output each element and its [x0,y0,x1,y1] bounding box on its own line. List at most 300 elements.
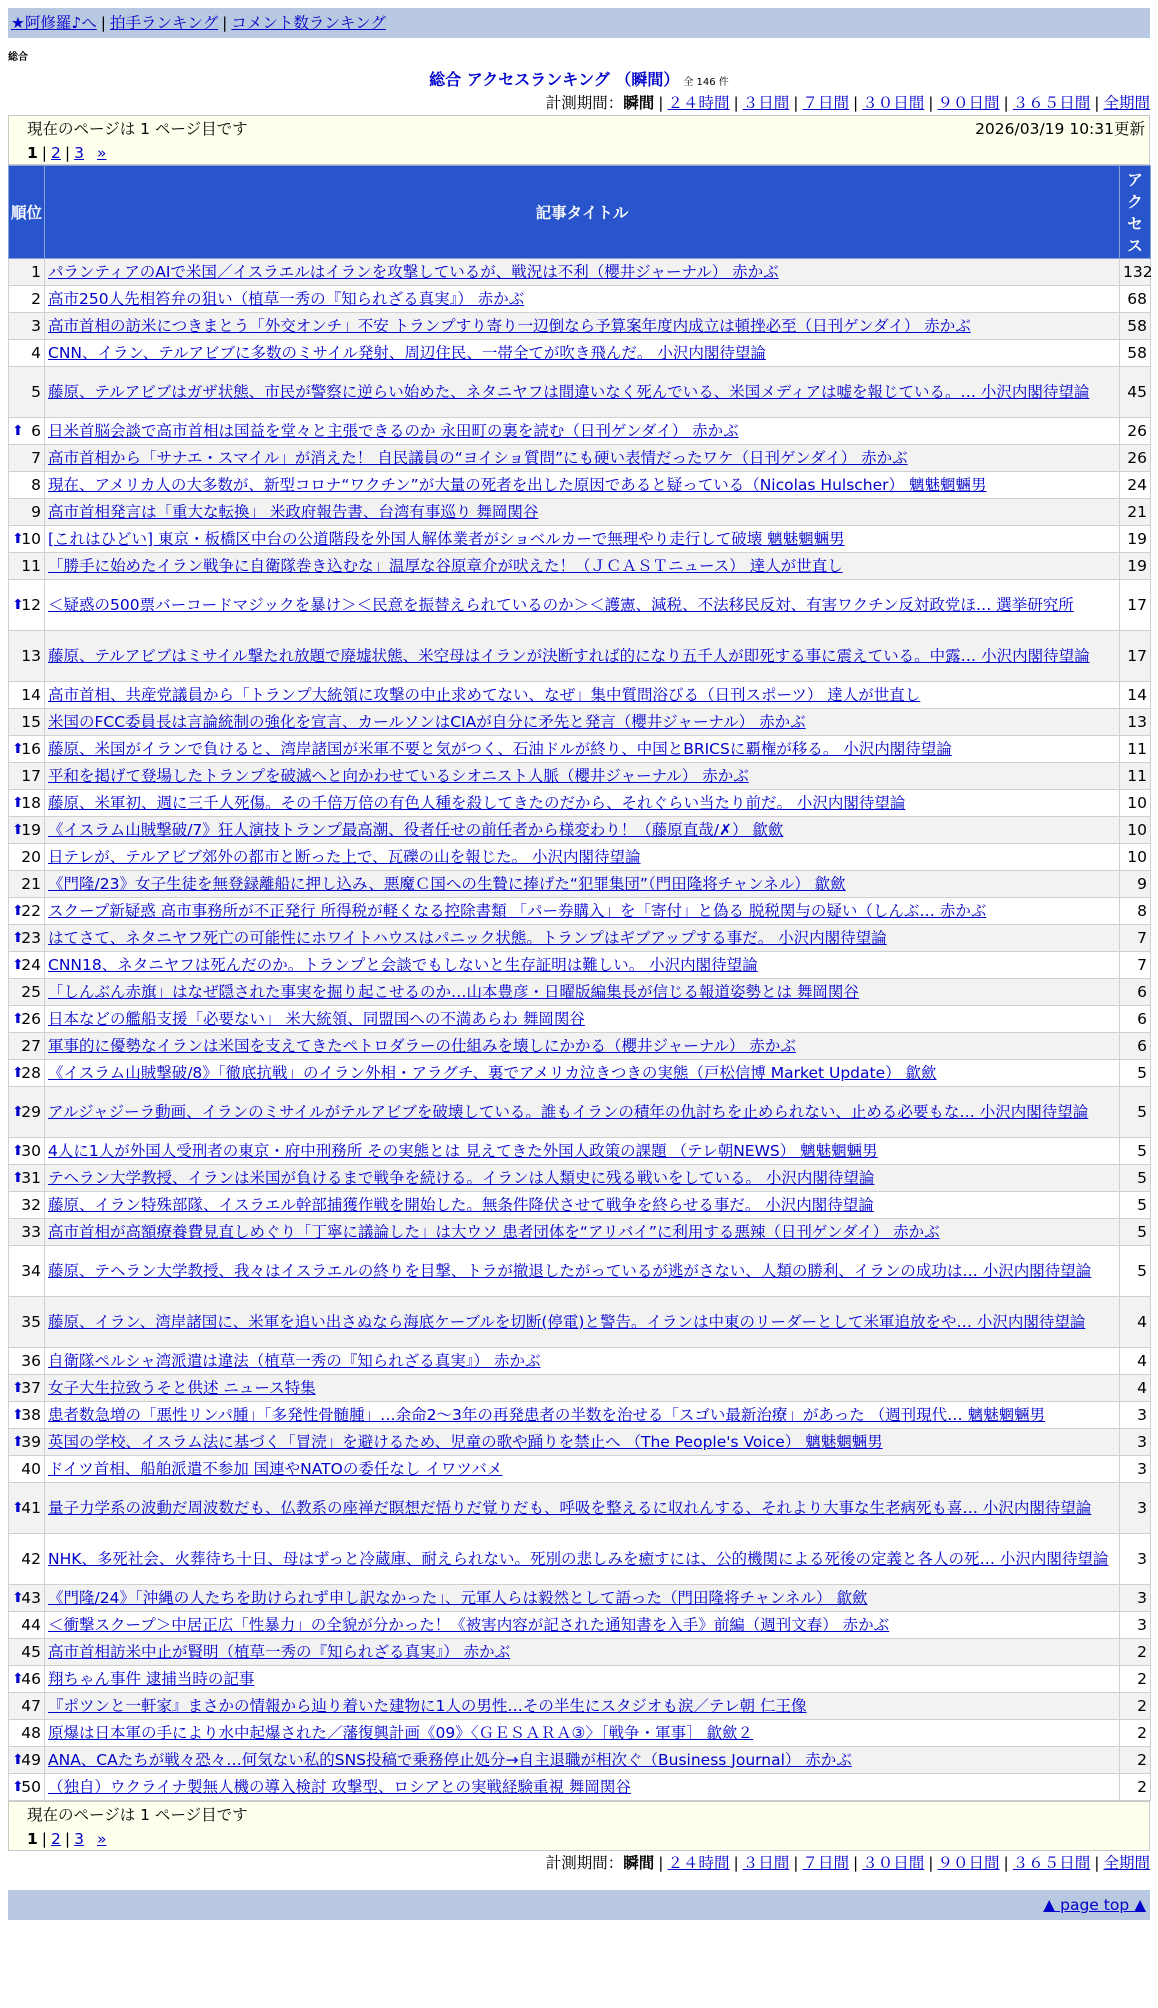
header-title: 記事タイトル [45,166,1120,259]
table-row [9,763,1151,790]
title-cell [45,925,1120,952]
page-info-text: 現在のページは 1 ページ目です [27,1806,248,1824]
title-cell [45,1246,1120,1297]
table-row [9,1585,1151,1612]
table-row [9,1033,1151,1060]
rank-number: 23 [21,928,41,947]
rank-cell [9,1585,45,1612]
table-row [9,1456,1151,1483]
top-link-ashura[interactable]: ★阿修羅♪へ [11,14,97,32]
rank-number: 13 [21,646,41,665]
rank-cell [9,709,45,736]
article-title-link[interactable]: 高市首相の訪米につきまとう「外交オンチ」不安 トランプすり寄り一辺倒なら予算案年度内成立は頓挫必至（日刊ゲンダイ） 赤かぶ [48,316,971,335]
rank-up-arrow-icon: ⬆ [12,423,24,439]
rank-number: 46 [21,1669,41,1688]
page-current: 1 [27,1830,38,1848]
title-cell [45,1639,1120,1666]
title-cell [45,1612,1120,1639]
separator: | [793,94,799,112]
period-link-365d[interactable]: ３６５日間 [1012,94,1091,112]
table-row [9,1060,1151,1087]
title-cell [45,898,1120,925]
separator: | [853,1854,859,1872]
table-row [9,1429,1151,1456]
article-title-link[interactable]: [これはひどい] 東京・板橋区中台の公道階段を外国人解体業者がショベルカーで無理やり走行して破壊 魑魅魍魎男 [48,529,845,548]
table-row [9,286,1151,313]
rank-cell [9,367,45,418]
rank-cell [9,499,45,526]
period-link-all[interactable]: 全期間 [1103,94,1150,112]
page-current: 1 [27,144,38,162]
rank-up-arrow-icon: ⬆ [12,957,24,973]
total-count: 全 146 件 [683,77,729,88]
table-row [9,1006,1151,1033]
article-title-link[interactable]: 現在、アメリカ人の大多数が、新型コロナ“ワクチン”が大量の死者を出した原因であると疑っている（Nicolas Hulscher） 魑魅魍魎男 [48,475,987,494]
rank-cell [9,1639,45,1666]
rank-number: 8 [31,475,41,494]
access-count: 9 [1120,871,1151,898]
title-cell [45,1456,1120,1483]
table-row [9,1297,1151,1348]
period-link-90d[interactable]: ９０日間 [937,1854,1000,1872]
page-link-next[interactable]: » [96,1830,107,1848]
pagination-top [27,141,1145,165]
article-title-link[interactable]: 「しんぶん赤旗」はなぜ隠された事実を掘り起こせるのか…山本豊彦・日曜版編集長が信じる報道姿勢とは 舞岡関谷 [48,982,859,1001]
period-link-365d[interactable]: ３６５日間 [1012,1854,1091,1872]
period-link-24h[interactable]: ２４時間 [667,94,730,112]
rank-up-arrow-icon: ⬆ [12,1143,24,1159]
article-title-link[interactable]: 《イスラム山賊撃破/7》狂人演技トランプ最高潮、役者任せの前任者から様変わり！（藤原直哉/✗） 歙歛 [48,820,784,839]
rank-up-arrow-icon: ⬆ [12,741,24,757]
table-row [9,499,1151,526]
article-title-link[interactable]: 藤原、米軍初、週に三千人死傷。その千倍万倍の有色人種を殺してきたのだから、それぐらい当たり前だ。 小沢内閣待望論 [48,793,906,812]
table-row [9,817,1151,844]
separator: | [658,94,664,112]
rank-number: 33 [21,1222,41,1241]
rank-cell [9,1693,45,1720]
rank-number: 1 [31,262,41,281]
title-cell [45,1693,1120,1720]
rank-cell [9,1456,45,1483]
title-cell [45,1087,1120,1138]
rank-number: 17 [21,766,41,785]
table-row [9,709,1151,736]
title-cell [45,1666,1120,1693]
period-label: 計測期間： [545,1854,624,1872]
article-title-link[interactable]: ドイツ首相、船舶派遣不参加 国連やNATOの委任なし イワツバメ [48,1459,503,1478]
top-link-applause-ranking[interactable]: 拍手ランキング [110,14,219,32]
article-title-link[interactable]: 高市首相から「サナエ・スマイル」が消えた！ 自民議員の“ヨイショ質問”にも硬い表情だったワケ（日刊ゲンダイ） 赤かぶ [48,448,908,467]
article-title-link[interactable]: 藤原、米国がイランで負けると、湾岸諸国が米軍不要と気がつく、石油ドルが終り、中国とBRICSに覇権が移る。 小沢内閣待望論 [48,739,952,758]
access-count: 3 [1120,1429,1151,1456]
access-count: 4 [1120,1348,1151,1375]
rank-cell [9,952,45,979]
title-cell [45,367,1120,418]
table-row [9,1087,1151,1138]
access-count: 5 [1120,1087,1151,1138]
access-count: 21 [1120,499,1151,526]
ranking-table [8,165,1151,1801]
access-count: 8 [1120,898,1151,925]
access-count: 5 [1120,1060,1151,1087]
article-title-link[interactable]: CNN、イラン、テルアビブに多数のミサイル発射、周辺住民、一帯全てが吹き飛んだ。 小沢内閣待望論 [48,343,766,362]
period-link-24h[interactable]: ２４時間 [667,1854,730,1872]
rank-cell [9,1033,45,1060]
title-cell [45,871,1120,898]
separator: | [928,94,934,112]
access-count: 2 [1120,1666,1151,1693]
article-title-link[interactable]: NHK、多死社会、火葬待ち十日、母はずっと冷蔵庫、耐えられない。死別の悲しみを癒すには、公的機関による死後の定義と各人の死… 小沢内閣待望論 [48,1549,1109,1568]
title-cell [45,340,1120,367]
rank-up-arrow-icon: ⬆ [12,531,24,547]
article-title-link[interactable]: 原爆は日本軍の手により水中起爆された／藩復興計画《09》〈ＧＥＳＡＲＡ③〉［戦争・軍事］ 歙歛２ [48,1723,754,1742]
article-title-link[interactable]: アルジャジーラ動画、イランのミサイルがテルアビブを破壊している。誰もイランの積年の仇討ちを止められない、止める必要もな… 小沢内閣待望論 [48,1102,1089,1121]
rank-number: 45 [21,1642,41,1661]
separator: | [733,94,739,112]
article-title-link[interactable]: 米国のFCC委員長は言論統制の強化を宣言、カールソンはCIAが自分に矛先と発言（櫻井ジャーナル） 赤かぶ [48,712,806,731]
article-title-link[interactable]: スクープ新疑惑 高市事務所が不正発行 所得税が軽くなる控除書類 「パー券購入」を「寄付」と偽る 脱税関与の疑い（しんぶ… 赤かぶ [48,901,987,920]
rank-cell [9,1774,45,1801]
article-title-link[interactable]: 《門隆/24》「沖縄の人たちを助けられず申し訳なかった」、元軍人らは毅然として語った（門田隆将チャンネル） 歙歛 [48,1588,868,1607]
rank-up-arrow-icon: ⬆ [12,1671,24,1687]
rank-up-arrow-icon: ⬆ [12,1500,24,1516]
rank-up-arrow-icon: ⬆ [12,1104,24,1120]
access-count: 10 [1120,790,1151,817]
rank-number: 12 [21,595,41,614]
separator: | [64,1830,71,1848]
article-title-link[interactable]: 高市首相が高額療養費見直しめぐり「丁寧に議論した」は大ウソ 患者団体を“アリバイ”に利用する悪辣（日刊ゲンダイ） 赤かぶ [48,1222,940,1241]
access-count: 17 [1120,580,1151,631]
rank-number: 25 [21,982,41,1001]
access-count: 6 [1120,1006,1151,1033]
ranking-table-body [9,259,1151,1801]
rank-cell [9,1402,45,1429]
page-top-link[interactable]: ▲ page top ▲ [1043,1896,1146,1914]
access-count: 4 [1120,1375,1151,1402]
rank-number: 10 [21,529,41,548]
access-count: 5 [1120,1246,1151,1297]
rank-number: 27 [21,1036,41,1055]
access-count: 10 [1120,844,1151,871]
header-rank: 順位 [9,166,45,259]
rank-cell [9,286,45,313]
page-link-3[interactable]: 3 [74,144,85,162]
article-title-link[interactable]: 《イスラム山賊撃破/8》「徹底抗戦」のイラン外相・アラグチ、裏でアメリカ泣きつきの実態（戸松信博 Market Update） 歙歛 [48,1063,937,1082]
separator: | [733,1854,739,1872]
rank-up-arrow-icon: ⬆ [12,1590,24,1606]
rank-number: 6 [31,421,41,440]
rank-number: 28 [21,1063,41,1082]
article-title-link[interactable]: 高市250人先相笞弁の狙い（植草一秀の『知られざる真実』） 赤かぶ [48,289,525,308]
article-title-link[interactable]: 日米首脳会談で高市首相は国益を堂々と主張できるのか 永田町の裏を読む（日刊ゲンダイ） 赤かぶ [48,421,739,440]
title-cell [45,259,1120,286]
table-row [9,682,1151,709]
article-title-link[interactable]: 藤原、テルアビブはガザ状態、市民が警察に逆らい始めた、ネタニヤフは間違いなく死んでいる、米国メディアは嘘を報じている。… 小沢内閣待望論 [48,382,1090,401]
period-label: 計測期間： [545,94,624,112]
rank-number: 48 [21,1723,41,1742]
table-row [9,580,1151,631]
access-count: 68 [1120,286,1151,313]
separator: | [1094,94,1100,112]
rank-number: 14 [21,685,41,704]
access-count: 132 [1120,259,1151,286]
rank-up-arrow-icon: ⬆ [12,930,24,946]
rank-number: 29 [21,1102,41,1121]
title-cell [45,979,1120,1006]
separator: | [1003,94,1009,112]
title-cell [45,1138,1120,1165]
title-cell [45,1192,1120,1219]
rank-cell [9,445,45,472]
article-title-link[interactable]: 軍事的に優勢なイランは米国を支えてきたペトロダラーの仕組みを壊しにかかる（櫻井ジャーナル） 赤かぶ [48,1036,796,1055]
title-cell [45,553,1120,580]
title-cell [45,1219,1120,1246]
rank-cell [9,472,45,499]
article-title-link[interactable]: はてさて、ネタニヤフ死亡の可能性にホワイトハウスはパニック状態。トランプはギブアップする事だ。 小沢内閣待望論 [48,928,887,947]
rank-cell [9,1060,45,1087]
table-row [9,367,1151,418]
rank-cell [9,736,45,763]
article-title-link[interactable]: 藤原、イラン特殊部隊、イスラエル幹部捕獲作戦を開始した。無条件降伏させて戦争を終らせる事だ。 小沢内閣待望論 [48,1195,874,1214]
rank-cell [9,313,45,340]
access-count: 17 [1120,631,1151,682]
table-row [9,952,1151,979]
access-count: 3 [1120,1456,1151,1483]
rank-cell [9,553,45,580]
rank-up-arrow-icon: ⬆ [12,1779,24,1795]
period-link-3d[interactable]: ３日間 [742,1854,790,1872]
title-cell [45,313,1120,340]
article-title-link[interactable]: 翔ちゃん事件 逮捕当時の記事 [48,1669,255,1688]
rank-number: 18 [21,793,41,812]
rank-number: 42 [21,1549,41,1568]
title-cell [45,286,1120,313]
period-selector-top [8,91,1150,115]
period-link-90d[interactable]: ９０日間 [937,94,1000,112]
article-title-link[interactable]: （独自）ウクライナ製無人機の導入検討 攻撃型、ロシアとの実戦経験重視 舞岡関谷 [48,1777,631,1796]
access-count: 5 [1120,1219,1151,1246]
access-count: 5 [1120,1138,1151,1165]
period-selector-bottom [8,1851,1150,1875]
article-title-link[interactable]: 量子力学系の波動だ周波数だも、仏教系の座禅だ瞑想だ悟りだ覚りだも、呼吸を整えるに収れんする、それより大事な生老病死も喜… 小沢内閣待望論 [48,1498,1092,1517]
access-count: 10 [1120,817,1151,844]
article-title-link[interactable]: 「勝手に始めたイラン戦争に自衛隊巻き込むな」温厚な谷原章介が吠えた！（ＪＣＡＳＴニュース） 達人が世直し [48,556,843,575]
article-title-link[interactable]: 『ポツンと一軒家』まさかの情報から辿り着いた建物に1人の男性…その半生にスタジオも涙／テレ朝 仁王像 [48,1696,807,1715]
access-count: 3 [1120,1483,1151,1534]
article-title-link[interactable]: 患者数急増の「悪性リンパ腫」「多発性骨髄腫」…余命2～3年の再発患者の半数を治せる「スゴい最新治療」があった （週刊現代… 魑魅魍魎男 [48,1405,1046,1424]
article-title-link[interactable]: 日テレが、テルアビブ郊外の都市と断った上で、瓦礫の山を報じた。 小沢内閣待望論 [48,847,641,866]
table-row [9,736,1151,763]
article-title-link[interactable]: 女子大生拉致うそと供述 ニュース特集 [48,1378,316,1397]
rank-cell [9,1483,45,1534]
rank-number: 26 [21,1009,41,1028]
rank-cell [9,925,45,952]
rank-cell [9,844,45,871]
access-count: 7 [1120,925,1151,952]
access-count: 45 [1120,367,1151,418]
article-title-link[interactable]: 藤原、テヘラン大学教授、我々はイスラエルの終りを目撃、トラが撤退したがっているが逃がさない、人類の勝利、イランの成功は… 小沢内閣待望論 [48,1261,1092,1280]
rank-number: 39 [21,1432,41,1451]
rank-number: 44 [21,1615,41,1634]
access-count: 3 [1120,1585,1151,1612]
access-count: 2 [1120,1747,1151,1774]
title-cell [45,445,1120,472]
access-count: 13 [1120,709,1151,736]
rank-up-arrow-icon: ⬆ [12,1752,24,1768]
article-title-link[interactable]: 藤原、イラン、湾岸諸国に、米軍を追い出さぬなら海底ケーブルを切断(停電)と警告。イランは中東のリーダーとして米軍追放をや… 小沢内閣待望論 [48,1312,1086,1331]
article-title-link[interactable]: CNN18、ネタニヤフは死んだのか。トランプと会談でもしないと生存証明は難しい。 小沢内閣待望論 [48,955,758,974]
title-cell [45,1402,1120,1429]
rank-cell [9,1192,45,1219]
period-link-30d[interactable]: ３０日間 [862,1854,925,1872]
title-cell [45,1348,1120,1375]
title-cell [45,418,1120,445]
rank-number: 30 [21,1141,41,1160]
rank-number: 38 [21,1405,41,1424]
article-title-link[interactable]: 高市首相、共産党議員から「トランプ大統領に攻撃の中止求めてない、なぜ」集中質問浴びる（日刊スポーツ） 達人が世直し [48,685,921,704]
title-cell [45,709,1120,736]
table-row [9,526,1151,553]
rank-number: 35 [21,1312,41,1331]
article-title-link[interactable]: 高市首相発言は「重大な転換」 米政府報告書、台湾有事巡り 舞岡関谷 [48,502,539,521]
article-title-link[interactable]: 藤原、テルアビブはミサイル撃たれ放題で廃墟状態、米空母はイランが決断すれば的になり五千人が即死する事に震えている。中露… 小沢内閣待望論 [48,646,1090,665]
rank-cell [9,340,45,367]
rank-cell [9,1006,45,1033]
period-link-7d[interactable]: ７日間 [802,94,849,112]
title-cell [45,763,1120,790]
access-count: 2 [1120,1693,1151,1720]
page-link-2[interactable]: 2 [51,144,61,162]
page-info-text: 現在のページは 1 ページ目です [27,120,248,138]
rank-cell [9,1429,45,1456]
table-row [9,1402,1151,1429]
rank-number: 11 [21,556,41,575]
rank-number: 15 [21,712,41,731]
table-row [9,631,1151,682]
rank-number: 7 [31,448,41,467]
table-row [9,925,1151,952]
rank-up-arrow-icon: ⬆ [12,1011,24,1027]
rank-cell [9,526,45,553]
rank-cell [9,1219,45,1246]
article-title-link[interactable]: ANA、CAたちが戦々恐々…何気ない私的SNS投稿で乗務停止処分→自主退職が相次ぐ（Business Journal） 赤かぶ [48,1750,852,1769]
rank-number: 3 [31,316,41,335]
period-link-3d[interactable]: ３日間 [742,94,790,112]
table-row [9,1483,1151,1534]
rank-number: 49 [21,1750,41,1769]
rank-cell [9,580,45,631]
rank-cell [9,763,45,790]
rank-up-arrow-icon: ⬆ [12,1407,24,1423]
page-info-box-bottom [8,1801,1150,1851]
article-title-link[interactable]: 日本などの艦船支援「必要ない」 米大統領、同盟国への不満あらわ 舞岡関谷 [48,1009,585,1028]
article-title-link[interactable]: 4人に1人が外国人受刑者の東京・府中刑務所 その実態とは 見えてきた外国人政策の課題 （テレ朝NEWS） 魑魅魍魎男 [48,1141,878,1160]
title-cell [45,736,1120,763]
separator [88,1830,93,1848]
bottom-bar [8,1890,1150,1920]
rank-number: 19 [21,820,41,839]
access-count: 19 [1120,526,1151,553]
period-current: 瞬間 [623,94,655,112]
rank-cell [9,1720,45,1747]
rank-number: 47 [21,1696,41,1715]
table-row [9,1693,1151,1720]
article-title-link[interactable]: パランティアのAIで米国／イスラエルはイランを攻撃しているが、戦況は不利（櫻井ジャーナル） 赤かぶ [48,262,779,281]
page-link-2[interactable]: 2 [51,1830,61,1848]
article-title-link[interactable]: 高市首相訪米中止が賢明（植草一秀の『知られざる真実』） 赤かぶ [48,1642,511,1661]
table-row [9,1666,1151,1693]
access-count: 26 [1120,445,1151,472]
separator: | [928,1854,934,1872]
category-label: 総合 [8,52,28,63]
separator: | [222,14,228,32]
article-title-link[interactable]: 自衛隊ペルシャ湾派遣は違法（植草一秀の『知られざる真実』） 赤かぶ [48,1351,541,1370]
article-title-link[interactable]: 英国の学校、イスラム法に基づく「冒涜」を避けるため、児童の歌や踊りを禁止へ （The People's Voice） 魑魅魍魎男 [48,1432,883,1451]
access-count: 11 [1120,736,1151,763]
separator: | [41,144,48,162]
table-row [9,1165,1151,1192]
title-cell [45,1429,1120,1456]
header-access: アクセス [1120,166,1151,259]
article-title-link[interactable]: ＜疑惑の500票バーコードマジックを暴け＞＜民意を振替えられているのか＞＜護憲、減税、不法移民反対、有害ワクチン反対政党ほ… 選挙研究所 [48,595,1074,614]
period-link-7d[interactable]: ７日間 [802,1854,849,1872]
period-link-30d[interactable]: ３０日間 [862,94,925,112]
title-cell [45,1297,1120,1348]
table-row [9,898,1151,925]
table-row [9,553,1151,580]
rank-number: 20 [21,847,41,866]
title-cell [45,952,1120,979]
rank-cell [9,1666,45,1693]
rank-number: 34 [21,1261,41,1280]
rank-cell [9,418,45,445]
rank-number: 24 [21,955,41,974]
access-count: 24 [1120,472,1151,499]
table-row [9,445,1151,472]
article-title-link[interactable]: 平和を掲げて登場したトランプを破滅へと向かわせているシオニスト人脈（櫻井ジャーナル） 赤かぶ [48,766,749,785]
rank-cell [9,1375,45,1402]
page-link-next[interactable]: » [96,144,107,162]
period-current: 瞬間 [623,1854,655,1872]
rank-number: 50 [21,1777,41,1796]
table-row [9,1774,1151,1801]
rank-number: 40 [21,1459,41,1478]
separator: | [1003,1854,1009,1872]
table-header-row [9,166,1151,259]
rank-number: 2 [31,289,41,308]
rank-cell [9,979,45,1006]
table-row [9,871,1151,898]
separator [88,144,93,162]
table-row [9,1219,1151,1246]
table-row [9,844,1151,871]
table-row [9,979,1151,1006]
top-link-comment-ranking[interactable]: コメント数ランキング [231,14,386,32]
separator: | [793,1854,799,1872]
page-link-3[interactable]: 3 [74,1830,85,1848]
page-info-box-top [8,115,1150,165]
rank-cell [9,1747,45,1774]
period-link-all[interactable]: 全期間 [1103,1854,1150,1872]
access-count: 14 [1120,682,1151,709]
article-title-link[interactable]: ＜衝撃スクープ＞中居正広「性暴力」の全貌が分かった！《被害内容が記された通知書を入手》前編（週刊文春） 赤かぶ [48,1615,890,1634]
table-row [9,1348,1151,1375]
rank-number: 43 [21,1588,41,1607]
article-title-link[interactable]: テヘラン大学教授、イランは米国が負けるまで戦争を続ける。イランは人類史に残る戦いをしている。 小沢内閣待望論 [48,1168,875,1187]
article-title-link[interactable]: 《門隆/23》女子生徒を無登録離船に押し込み、悪魔Ｃ国への生贄に捧げた“犯罪集団”（門田隆将チャンネル） 歙歛 [48,874,846,893]
rank-cell [9,259,45,286]
title-cell [45,1060,1120,1087]
